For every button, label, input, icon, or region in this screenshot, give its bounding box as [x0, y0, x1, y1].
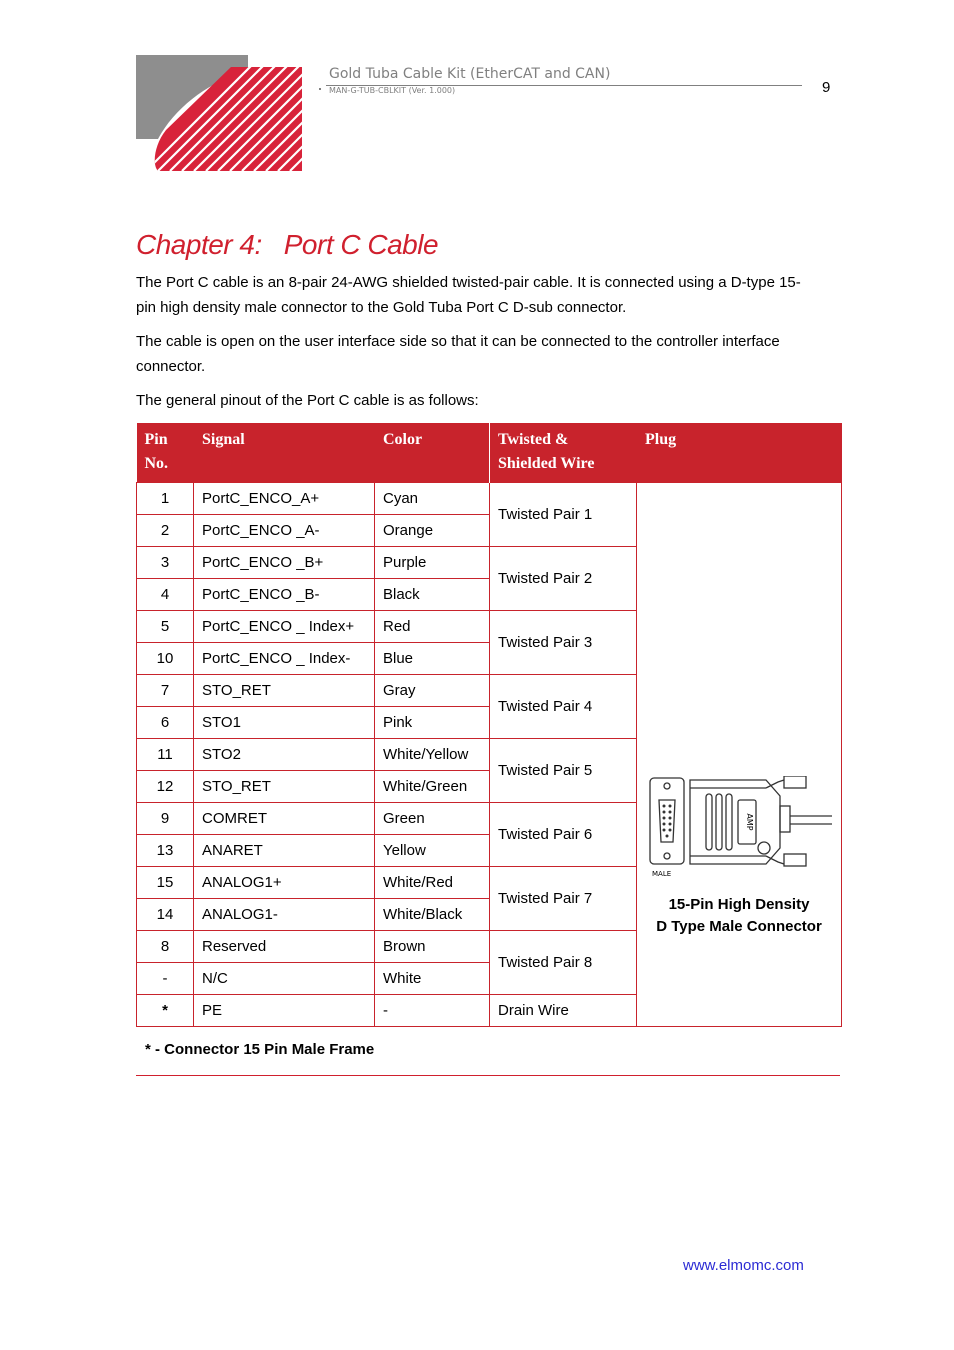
signal-cell: Reserved — [194, 931, 375, 963]
color-cell: - — [375, 995, 490, 1027]
pinout-intro-paragraph: The general pinout of the Port C cable is as follows: — [136, 392, 479, 409]
pin-cell: 2 — [137, 515, 194, 547]
pair-cell: Twisted Pair 7 — [490, 867, 637, 931]
color-cell: White — [375, 963, 490, 995]
signal-cell: COMRET — [194, 803, 375, 835]
intro-paragraph: The Port C cable is an 8-pair 24-AWG shielded twisted-pair cable. It is connected using a D-type 15-pin high density male connector to the Gold Tuba Port C D-sub connector. — [136, 274, 801, 316]
pair-cell: Twisted Pair 1 — [490, 483, 637, 547]
signal-cell: PE — [194, 995, 375, 1027]
color-cell: Orange — [375, 515, 490, 547]
signal-cell: ANARET — [194, 835, 375, 867]
drain-cell: Drain Wire — [490, 995, 637, 1027]
signal-cell: STO_RET — [194, 675, 375, 707]
pin-cell: 15 — [137, 867, 194, 899]
connector-gender-label: MALE — [652, 869, 672, 878]
pin-cell: 1 — [137, 483, 194, 515]
signal-cell: PortC_ENCO_A+ — [194, 483, 375, 515]
page-number: 9 — [822, 79, 831, 96]
color-cell: Pink — [375, 707, 490, 739]
header-bullet — [319, 88, 321, 90]
header-plug: Plug — [637, 423, 842, 483]
pin-cell: 9 — [137, 803, 194, 835]
signal-cell: N/C — [194, 963, 375, 995]
color-cell: White/Green — [375, 771, 490, 803]
footer-divider — [136, 1075, 840, 1076]
color-cell: Yellow — [375, 835, 490, 867]
header-twisted: Twisted & Shielded Wire — [490, 423, 637, 483]
connector-brand: AMP — [745, 812, 754, 831]
pair-cell: Twisted Pair 6 — [490, 803, 637, 867]
pin-cell: 7 — [137, 675, 194, 707]
signal-cell: PortC_ENCO _A- — [194, 515, 375, 547]
pin-cell: 14 — [137, 899, 194, 931]
pin-cell: 11 — [137, 739, 194, 771]
signal-cell: PortC_ENCO _B- — [194, 579, 375, 611]
color-cell: Green — [375, 803, 490, 835]
signal-cell: STO_RET — [194, 771, 375, 803]
color-cell: White/Red — [375, 867, 490, 899]
chapter-title: Port C Cable — [283, 229, 439, 260]
chapter-number: Chapter 4: — [136, 229, 262, 260]
pair-cell: Twisted Pair 4 — [490, 675, 637, 739]
header-doc-id: MAN-G-TUB-CBLKIT (Ver. 1.000) — [329, 86, 456, 95]
signal-cell: ANALOG1+ — [194, 867, 375, 899]
color-cell: Blue — [375, 643, 490, 675]
color-cell: Brown — [375, 931, 490, 963]
pair-cell: Twisted Pair 8 — [490, 931, 637, 995]
color-cell: White/Yellow — [375, 739, 490, 771]
pair-cell: Twisted Pair 3 — [490, 611, 637, 675]
color-cell: Cyan — [375, 483, 490, 515]
pin-cell: - — [137, 963, 194, 995]
table-row — [137, 483, 842, 515]
signal-cell: PortC_ENCO _ Index- — [194, 643, 375, 675]
color-cell: Black — [375, 579, 490, 611]
plug-cell — [637, 483, 842, 1027]
color-cell: Purple — [375, 547, 490, 579]
signal-cell: ANALOG1- — [194, 899, 375, 931]
color-cell: Red — [375, 611, 490, 643]
d-sub-connector-image — [646, 776, 832, 880]
color-cell: White/Black — [375, 899, 490, 931]
signal-cell: STO1 — [194, 707, 375, 739]
pinout-table — [136, 423, 842, 1027]
header-color: Color — [375, 423, 490, 483]
pin-cell: 5 — [137, 611, 194, 643]
pin-cell: 4 — [137, 579, 194, 611]
pin-cell: 8 — [137, 931, 194, 963]
pin-cell: 3 — [137, 547, 194, 579]
table-header-row — [137, 423, 842, 483]
pin-cell: 10 — [137, 643, 194, 675]
elmo-logo — [136, 55, 320, 171]
signal-cell: PortC_ENCO _B+ — [194, 547, 375, 579]
chapter-heading — [136, 229, 438, 261]
table-footnote: * - Connector 15 Pin Male Frame — [145, 1041, 375, 1058]
pin-cell: 13 — [137, 835, 194, 867]
pair-cell: Twisted Pair 2 — [490, 547, 637, 611]
pin-cell: 12 — [137, 771, 194, 803]
header-pin: Pin No. — [137, 423, 194, 483]
header-signal: Signal — [194, 423, 375, 483]
open-side-paragraph: The cable is open on the user interface side so that it can be connected to the controller interface connector. — [136, 333, 780, 375]
signal-cell: PortC_ENCO _ Index+ — [194, 611, 375, 643]
color-cell: Gray — [375, 675, 490, 707]
pair-cell: Twisted Pair 5 — [490, 739, 637, 803]
pin-cell: * — [137, 995, 194, 1027]
plug-caption-line2: D Type Male Connector — [656, 917, 822, 935]
plug-caption — [645, 894, 833, 938]
header-title: Gold Tuba Cable Kit (EtherCAT and CAN) — [329, 66, 611, 82]
pin-cell: 6 — [137, 707, 194, 739]
footer-website-link[interactable]: www.elmomc.com — [683, 1257, 804, 1274]
plug-caption-line1: 15-Pin High Density — [668, 895, 810, 913]
signal-cell: STO2 — [194, 739, 375, 771]
